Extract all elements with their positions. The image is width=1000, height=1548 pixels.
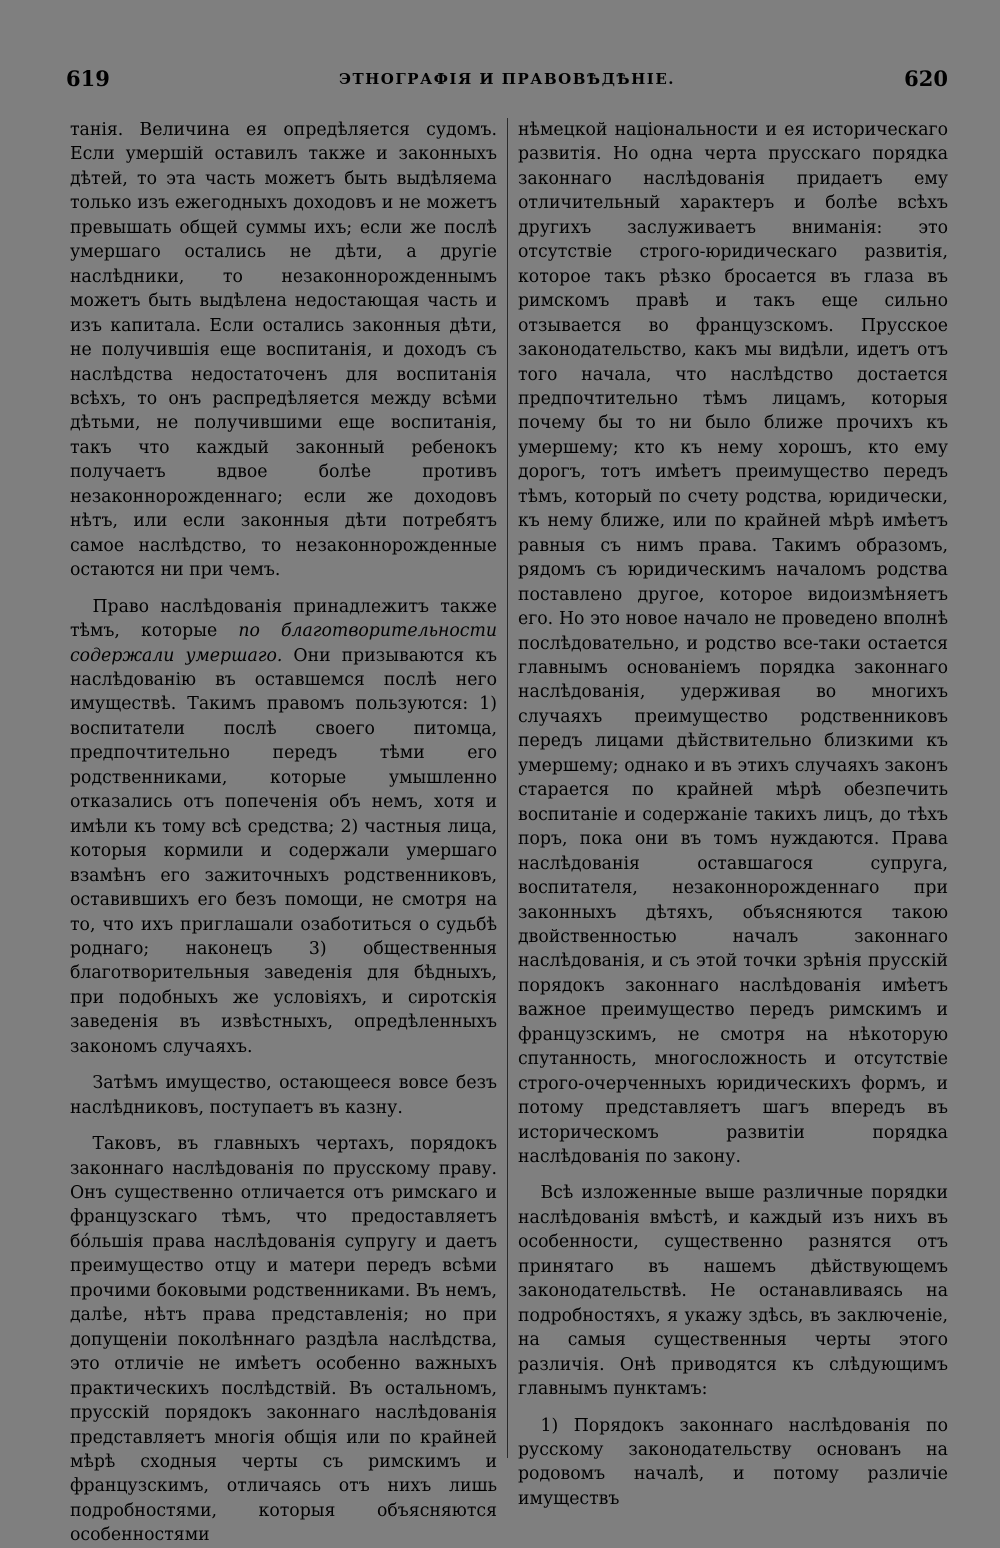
paragraph: Затѣмъ имущество, остающееся вовсе безъ наслѣдниковъ, поступаетъ въ казну. xyxy=(70,1073,497,1118)
left-column xyxy=(70,118,497,1548)
paragraph-text: Право наслѣдованія принадлежитъ также тѣмъ, которые xyxy=(70,596,497,642)
running-title: ЭТНОГРАФІЯ И ПРАВОВѢДѢНІЕ. xyxy=(339,70,675,88)
column-divider xyxy=(507,118,508,1458)
paragraph: Всѣ изложенные выше различные порядки наслѣдованія вмѣстѣ, и каждый изъ нихъ въ особенности, существенно разнятся отъ принятаго въ нашемъ дѣйствующемъ законодательствѣ. Не останавливаясь на подробностяхъ, я укажу здѣсь, въ заключеніе, на самыя существенныя черты этого различія. Онѣ приводятся къ слѣдующимъ главнымъ пунктамъ: xyxy=(518,1183,948,1400)
page-number-right: 620 xyxy=(904,66,948,91)
paragraph: 1) Порядокъ законнаго наслѣдованія по русскому законодательству основанъ на родовомъ началѣ, и потому различіе имуществъ xyxy=(518,1415,948,1509)
paragraph-text: Они призываются къ наслѣдованію въ оставшемся послѣ него имуществѣ. Такимъ правомъ пользуются: 1) воспитатели послѣ своего питомца, предпочтительно передъ тѣми его родственниками, которые умышленно отказались отъ попеченія объ немъ, хотя и имѣли къ тому всѣ средства; 2) частныя лица, которыя кормили и содержали умершаго взамѣнъ его зажиточныхъ родственниковъ, оставившихъ его безъ помощи, не смотря на то, что ихъ приглашали озаботиться о судьбѣ роднаго; наконецъ 3) общественныя благотворительныя заведенія для бѣдныхъ, при подобныхъ же условіяхъ, и сиротскія заведенія въ извѣстныхъ, опредѣленныхъ закономъ случаяхъ. xyxy=(70,645,497,1057)
paragraph: Таковъ, въ главныхъ чертахъ, порядокъ законнаго наслѣдованія по прусскому праву. Онъ существенно отличается отъ римскаго и французскаго тѣмъ, что предоставляетъ бóльшія права наслѣдованія супругу и даетъ преимущество отцу и матери передъ всѣми прочими боковыми родственниками. Въ немъ, далѣе, нѣтъ права представленія; но при допущеніи поколѣннаго раздѣла наслѣдства, это отличіе не имѣетъ особенно важныхъ практическихъ послѣдствій. Въ остальномъ, прусскій порядокъ законнаго наслѣдованія представляетъ многія общія или по крайней мѣрѣ сходныя черты съ римскимъ и французскимъ, отличаясь отъ нихъ лишь подробностями, которыя объясняются особенностями xyxy=(70,1134,497,1546)
page-header xyxy=(66,66,948,98)
paragraph: танія. Величина ея опредѣляется судомъ. Если умершій оставилъ также и законныхъ дѣтей, то эта часть можетъ быть выдѣляема только изъ ежегодныхъ доходовъ и не можетъ превышать общей суммы ихъ; если же послѣ умершаго остались не дѣти, а другіе наслѣдники, то незаконнорожденнымъ можетъ быть выдѣлена недостающая часть и изъ капитала. Если остались законныя дѣти, не получившія еще воспитанія, и доходъ съ наслѣдства недостаточенъ для воспитанія всѣхъ, то онъ распредѣляется между всѣми дѣтьми, не получившими еще воспитанія, такъ что каждый законный ребенокъ получаетъ вдвое болѣе противъ незаконнорожденнаго; если же доходовъ нѣтъ, или если законныя дѣти потребятъ самое наслѣдство, то незаконнорожденные остаются ни при чемъ. xyxy=(70,120,497,581)
emphasis-text: по благотворительности содержали умершаго. xyxy=(70,621,497,666)
paragraph xyxy=(70,595,497,1060)
page-number-left: 619 xyxy=(66,66,110,91)
paragraph: нѣмецкой національности и ея историческаго развитія. Но одна черта прусскаго порядка законнаго наслѣдованія придаетъ ему отличительный характеръ и болѣе всѣхъ другихъ заслуживаетъ вниманія: это отсутствіе строго-юридическаго развитія, которое такъ рѣзко бросается въ глаза въ римскомъ правѣ и такъ еще сильно отзывается во французскомъ. Прусское законодательство, какъ мы видѣли, идетъ отъ того начала, что наслѣдство достается предпочтительно тѣмъ лицамъ, которыя почему бы то ни было ближе прочихъ къ умершему; кто къ нему хорошъ, кто ему дорогъ, тотъ имѣетъ преимущество передъ тѣмъ, который по счету родства, юридически, къ нему ближе, или по крайней мѣрѣ имѣетъ равныя съ нимъ права. Такимъ образомъ, рядомъ съ юридическимъ началомъ родства поставлено другое, которое видоизмѣняетъ его. Но это новое начало не проведено вполнѣ послѣдовательно, и родство все-таки остается главнымъ основаніемъ порядка законнаго наслѣдованія, удерживая во многихъ случаяхъ преимущество родственниковъ передъ лицами дѣйствительно близкими къ умершему; однако и въ этихъ случаяхъ законъ старается по крайней мѣрѣ обезпечить воспитаніе и содержаніе такихъ лицъ, до тѣхъ поръ, пока они въ томъ нуждаются. Права наслѣдованія оставшагося супруга, воспитателя, незаконнорожденнаго при законныхъ дѣтяхъ, объясняются такою двойственностью началъ законнаго наслѣдованія, и съ этой точки зрѣнія прусскій порядокъ законнаго наслѣдованія имѣетъ важное преимущество передъ римскимъ и французскимъ, не смотря на нѣкоторую спутанность, многосложность и отсутствіе строго-очерченныхъ юридическихъ формъ, и потому представляетъ шагъ впередъ въ историческомъ развитіи порядка наслѣдованія по закону. xyxy=(518,120,948,1168)
right-column xyxy=(518,118,948,1511)
